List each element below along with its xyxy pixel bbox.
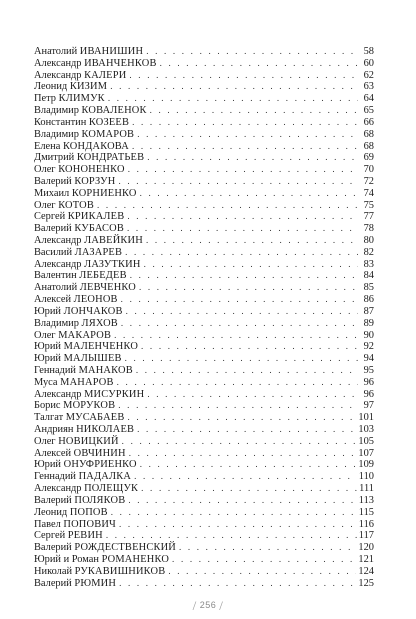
toc-entry (34, 424, 374, 436)
toc-entry-last-name: КОЗЕЕВ (88, 116, 130, 128)
toc-entry-name (34, 306, 123, 318)
toc-entry-last-name: КОНОНЕНКО (58, 164, 125, 176)
toc-entry-page-number: 94 (363, 353, 374, 365)
toc-entry-first-name: Валерий (34, 542, 72, 554)
toc-entry-page-number: 115 (358, 506, 374, 518)
toc-entry-last-name: КОВАЛЕНОК (81, 105, 147, 117)
toc-entry-name (34, 93, 105, 105)
toc-entry-name (34, 377, 114, 389)
toc-entry-first-name: Олег (34, 435, 56, 447)
toc-entry-last-name: РОМАНЕНКО (101, 553, 170, 565)
toc-entry-last-name: КИЗИМ (69, 81, 108, 93)
toc-entry-name (34, 530, 103, 542)
toc-entry-first-name: Александр (34, 57, 82, 69)
toc-entry-last-name: КОТОВ (58, 199, 95, 211)
toc-entry-name (34, 141, 129, 153)
toc-entry-last-name: РУКАВИШНИКОВ (74, 565, 166, 577)
toc-entry-last-name: РОЖДЕСТВЕНСКИЙ (74, 542, 176, 554)
toc-entry-first-name: Василий (34, 246, 73, 258)
toc-entry-page-number: 83 (363, 258, 374, 270)
toc-entry-page-number: 62 (363, 69, 374, 81)
toc-entry-last-name: КОМАРОВ (81, 128, 135, 140)
toc-dot-leader (118, 400, 358, 412)
toc-entry-first-name: Андриян (34, 424, 74, 435)
toc-entry (34, 176, 374, 188)
toc-dot-leader (129, 70, 358, 82)
toc-entry (34, 448, 374, 460)
toc-entry-first-name: Борис (34, 400, 61, 412)
toc-entry-name (34, 448, 126, 460)
toc-dot-leader (160, 58, 358, 70)
toc-entry (34, 152, 374, 164)
toc-entry-last-name: ОВЧИНИН (73, 447, 126, 459)
toc-entry (34, 566, 374, 578)
toc-entry-first-name: Леонид (34, 506, 68, 518)
toc-entry (34, 129, 374, 141)
toc-entry (34, 294, 374, 306)
toc-entry-name (34, 152, 144, 164)
toc-dot-leader (140, 188, 358, 200)
toc-entry (34, 436, 374, 448)
toc-entry-first-name: Валерий (34, 223, 72, 235)
toc-entry (34, 117, 374, 129)
toc-dot-leader (130, 270, 358, 282)
toc-dot-leader (146, 46, 358, 58)
toc-entry-first-name: Геннадий (34, 471, 76, 483)
toc-entry-page-number: 70 (363, 164, 374, 176)
toc-entry-last-name: КАЛЕРИ (84, 69, 127, 81)
toc-entry-last-name: ИВАНИШИН (79, 46, 144, 57)
toc-dot-leader (137, 129, 358, 141)
toc-entry-page-number: 80 (363, 235, 374, 246)
toc-dot-leader (127, 211, 358, 223)
toc-entry-name (34, 294, 118, 306)
toc-entry-last-name: ЛАЗУТКИН (84, 258, 141, 270)
toc-entry-first-name: Валерий (34, 494, 72, 506)
toc-dot-leader (125, 247, 358, 259)
toc-entry (34, 270, 374, 282)
toc-dot-leader (125, 353, 358, 365)
toc-entry-first-name: Валентин (34, 270, 77, 282)
toc-entry-page-number: 96 (363, 388, 374, 400)
toc-entry-name (34, 330, 111, 342)
toc-dot-leader (128, 495, 356, 507)
toc-entry-name (34, 412, 124, 424)
toc-entry-page-number: 85 (363, 282, 374, 294)
folio-left-slash-icon: / (192, 598, 197, 613)
toc-entry-name (34, 495, 125, 507)
toc-entry-first-name: Юрий (34, 305, 61, 317)
toc-entry-page-number: 110 (358, 471, 374, 483)
toc-entry-first-name: Александр (34, 483, 82, 495)
toc-entry-first-name: Сергей (34, 211, 66, 223)
toc-entry-name (34, 176, 115, 188)
toc-entry-page-number: 116 (358, 518, 374, 530)
toc-dot-leader (119, 578, 356, 590)
toc-entry-first-name: Сергей (34, 530, 66, 542)
toc-entry-page-number: 124 (358, 565, 374, 577)
toc-dot-leader (118, 176, 358, 188)
toc-entry-name (34, 235, 143, 247)
toc-entry-last-name: МАНАРОВ (60, 376, 114, 388)
toc-entry (34, 223, 374, 235)
toc-dot-leader (179, 542, 356, 554)
toc-dot-leader (122, 436, 357, 448)
toc-entry-page-number: 105 (358, 435, 374, 447)
toc-dot-leader (128, 164, 358, 176)
toc-entry-page-number: 87 (363, 305, 374, 317)
toc-entry-name (34, 318, 118, 330)
toc-entry-first-name: Юрий (34, 353, 61, 365)
toc-entry-last-name: ЛЕВЧЕНКО (79, 282, 136, 294)
toc-entry-last-name: ОНУФРИЕНКО (63, 459, 137, 471)
toc-entry-page-number: 111 (359, 483, 374, 495)
toc-entry-last-name: ЛОНЧАКОВ (63, 305, 123, 317)
toc-dot-leader (141, 341, 358, 353)
toc-dot-leader (121, 318, 358, 330)
toc-entry-last-name: НИКОЛАЕВ (76, 424, 135, 435)
toc-entry-last-name: МАКАРОВ (58, 329, 112, 341)
toc-entry-first-name: Александр (34, 235, 82, 246)
toc-entry-name (34, 164, 125, 176)
toc-entry-last-name: РЮМИН (74, 577, 117, 589)
toc-entry-name (34, 105, 147, 117)
toc-entry-name (34, 129, 134, 141)
toc-entry (34, 235, 374, 247)
toc-entry (34, 306, 374, 318)
toc-entry-last-name: ПАДАЛКА (78, 471, 132, 483)
toc-entry-page-number: 97 (363, 400, 374, 412)
toc-entry-last-name: КОРНИЕНКО (71, 187, 137, 199)
toc-entry-name (34, 365, 133, 377)
toc-entry-first-name: Александр (34, 388, 82, 400)
toc-entry-first-name: Анатолий (34, 282, 78, 294)
toc-entry-name (34, 341, 138, 353)
toc-entry-page-number: 103 (358, 424, 374, 435)
toc-dot-leader (111, 507, 357, 519)
toc-entry (34, 353, 374, 365)
toc-entry-first-name: Владимир (34, 128, 79, 140)
toc-entry-page-number: 72 (363, 175, 374, 187)
toc-entry-first-name: Олег (34, 164, 56, 176)
toc-entry-name (34, 389, 144, 401)
toc-entry-page-number: 77 (363, 211, 374, 223)
toc-dot-leader (144, 259, 358, 271)
toc-entry (34, 259, 374, 271)
toc-entry (34, 93, 374, 105)
folio-page-number: 256 (199, 600, 217, 610)
toc-entry-name (34, 400, 115, 412)
toc-entry-first-name: Владимир (34, 317, 79, 329)
toc-entry-page-number: 68 (363, 128, 374, 140)
toc-dot-leader (150, 105, 358, 117)
toc-entry-name (34, 566, 165, 578)
toc-entry (34, 188, 374, 200)
toc-entry (34, 105, 374, 117)
toc-dot-leader (168, 566, 356, 578)
toc-dot-leader (140, 459, 357, 471)
toc-dot-leader (108, 93, 358, 105)
toc-entry-page-number: 125 (358, 577, 374, 589)
toc-entry-name (34, 81, 107, 93)
toc-entry-name (34, 578, 116, 590)
toc-entry-name (34, 270, 127, 282)
toc-entry-last-name: ПОЛЯКОВ (74, 494, 126, 506)
toc-entry-name (34, 471, 131, 483)
toc-entry-first-name: Александр (34, 69, 82, 81)
toc-entry-name (34, 436, 119, 448)
toc-entry-page-number: 96 (363, 376, 374, 388)
toc-entry (34, 542, 374, 554)
toc-dot-leader (147, 389, 358, 401)
toc-entry-page-number: 121 (358, 553, 374, 565)
toc-entry-last-name: ПОПОВИЧ (63, 518, 116, 530)
toc-entry (34, 578, 374, 590)
toc-entry-last-name: МАЛЫШЕВ (63, 353, 122, 365)
toc-entry (34, 81, 374, 93)
toc-entry-page-number: 64 (363, 93, 374, 105)
toc-entry (34, 164, 374, 176)
toc-entry-last-name: МИСУРКИН (84, 388, 145, 400)
toc-dot-leader (119, 519, 357, 531)
toc-entry-first-name: Валерий (34, 577, 72, 589)
page-folio (0, 598, 416, 614)
toc-entry-first-name: Юрий (34, 459, 61, 471)
toc-entry-page-number: 74 (363, 187, 374, 199)
toc-entry-first-name: Олег (34, 199, 56, 211)
toc-entry (34, 200, 374, 212)
toc-entry-name (34, 259, 141, 271)
toc-dot-leader (139, 282, 358, 294)
toc-entry-page-number: 82 (363, 246, 374, 258)
toc-entry-first-name: Михаил (34, 187, 70, 199)
toc-entry-page-number: 65 (363, 105, 374, 117)
toc-entry-first-name: Константин (34, 116, 87, 128)
toc-entry (34, 247, 374, 259)
toc-entry-page-number: 109 (358, 459, 374, 471)
toc-dot-leader (132, 141, 358, 153)
toc-entry-page-number: 92 (363, 341, 374, 353)
toc-entry-name (34, 282, 136, 294)
toc-entry-page-number: 86 (363, 294, 374, 306)
toc-entry-first-name: Олег (34, 329, 56, 341)
toc-entry-name (34, 519, 116, 531)
toc-entry (34, 377, 374, 389)
toc-entry (34, 483, 374, 495)
toc-entry-last-name: ЛЯХОВ (81, 317, 118, 329)
toc-entry-first-name: Юрий (34, 341, 61, 353)
toc-entry (34, 554, 374, 566)
toc-entry-first-name: Владимир (34, 105, 79, 117)
toc-dot-leader (117, 377, 358, 389)
toc-entry-page-number: 78 (363, 223, 374, 235)
toc-entry (34, 459, 374, 471)
toc-dot-leader (114, 330, 358, 342)
toc-entry-name (34, 188, 137, 200)
toc-entry (34, 282, 374, 294)
table-of-contents (34, 46, 374, 589)
toc-entry-page-number: 117 (358, 530, 374, 542)
toc-entry (34, 211, 374, 223)
toc-entry (34, 46, 374, 58)
toc-entry-first-name: Алексей (34, 294, 72, 306)
toc-dot-leader (97, 200, 358, 212)
toc-entry-last-name: КОНДРАТЬЕВ (76, 152, 145, 164)
toc-entry-name (34, 459, 137, 471)
toc-dot-leader (121, 294, 358, 306)
folio-right-slash-icon: / (219, 598, 224, 613)
toc-entry-last-name: ЛЕБЕДЕВ (79, 270, 127, 282)
toc-entry-name (34, 117, 129, 129)
toc-entry-name (34, 211, 124, 223)
toc-entry-last-name: МАНАКОВ (78, 364, 133, 376)
toc-entry (34, 365, 374, 377)
toc-entry-page-number: 120 (358, 542, 374, 554)
toc-entry (34, 141, 374, 153)
toc-entry (34, 495, 374, 507)
toc-dot-leader (106, 530, 357, 542)
toc-entry-name (34, 200, 94, 212)
toc-entry-last-name: КЛИМУК (58, 93, 105, 105)
toc-entry-name (34, 483, 138, 495)
toc-entry-first-name: Алексей (34, 447, 72, 459)
toc-entry-page-number: 84 (363, 270, 374, 282)
toc-entry-name (34, 46, 143, 58)
toc-entry-name (34, 554, 169, 566)
toc-entry-last-name: ПОПОВ (69, 506, 108, 518)
toc-entry (34, 58, 374, 70)
toc-entry-first-name: Николай (34, 565, 73, 577)
toc-entry-first-name: Юрий и Роман (34, 553, 99, 565)
toc-entry-last-name: ЛАВЕЙКИН (84, 235, 143, 246)
toc-entry-page-number: 60 (363, 57, 374, 69)
toc-dot-leader (141, 483, 357, 495)
toc-dot-leader (126, 306, 358, 318)
toc-entry-page-number: 113 (358, 494, 374, 506)
toc-entry-page-number: 66 (363, 116, 374, 128)
toc-entry-page-number: 90 (363, 329, 374, 341)
toc-entry-first-name: Талгат (34, 412, 64, 424)
toc-entry-page-number: 107 (358, 447, 374, 459)
toc-dot-leader (127, 412, 356, 424)
toc-entry-name (34, 507, 108, 519)
toc-entry-page-number: 101 (358, 412, 374, 424)
toc-entry-name (34, 542, 176, 554)
toc-entry-first-name: Павел (34, 518, 61, 530)
toc-entry-first-name: Валерий (34, 175, 72, 187)
toc-dot-leader (132, 117, 358, 129)
toc-dot-leader (110, 81, 358, 93)
toc-entry-name (34, 223, 124, 235)
toc-entry-last-name: МАЛЕНЧЕНКО (63, 341, 139, 353)
toc-entry-last-name: ИВАНЧЕНКОВ (84, 57, 157, 69)
toc-entry-first-name: Дмитрий (34, 152, 75, 164)
toc-dot-leader (147, 152, 358, 164)
toc-entry-first-name: Елена (34, 140, 61, 152)
toc-entry-first-name: Анатолий (34, 46, 78, 57)
toc-entry (34, 341, 374, 353)
toc-entry-page-number: 63 (363, 81, 374, 93)
toc-entry-first-name: Геннадий (34, 364, 76, 376)
toc-entry (34, 318, 374, 330)
toc-entry-name (34, 58, 157, 70)
toc-entry-page-number: 68 (363, 140, 374, 152)
toc-entry-name (34, 353, 122, 365)
toc-entry-first-name: Александр (34, 258, 82, 270)
toc-entry (34, 330, 374, 342)
toc-entry-last-name: КУБАСОВ (74, 223, 125, 235)
toc-entry-last-name: НОВИЦКИЙ (58, 435, 119, 447)
toc-entry-page-number: 58 (363, 46, 374, 57)
toc-entry-last-name: КОНДАКОВА (62, 140, 129, 152)
toc-dot-leader (129, 448, 357, 460)
toc-entry-page-number: 89 (363, 317, 374, 329)
toc-entry (34, 412, 374, 424)
toc-dot-leader (172, 554, 356, 566)
toc-entry-first-name: Муса (34, 376, 58, 388)
toc-dot-leader (137, 424, 356, 436)
toc-entry-last-name: ЛАЗАРЕВ (74, 246, 123, 258)
toc-entry-page-number: 75 (363, 199, 374, 211)
toc-entry (34, 519, 374, 531)
toc-entry-last-name: КОРЗУН (74, 175, 116, 187)
toc-entry-last-name: МОРУКОВ (63, 400, 116, 412)
toc-entry-first-name: Леонид (34, 81, 68, 93)
toc-entry-name (34, 247, 122, 259)
toc-entry (34, 70, 374, 82)
toc-entry (34, 389, 374, 401)
toc-entry-last-name: КРИКАЛЕВ (67, 211, 125, 223)
toc-entry-last-name: МУСАБАЕВ (65, 412, 125, 424)
toc-entry-name (34, 424, 134, 436)
toc-entry-page-number: 69 (363, 152, 374, 164)
toc-entry (34, 400, 374, 412)
toc-entry-last-name: ЛЕОНОВ (73, 294, 118, 306)
toc-entry-last-name: РЕВИН (67, 530, 103, 542)
toc-entry-name (34, 70, 126, 82)
toc-dot-leader (146, 235, 358, 247)
toc-entry (34, 471, 374, 483)
toc-dot-leader (134, 471, 357, 483)
toc-entry-first-name: Петр (34, 93, 56, 105)
toc-entry (34, 530, 374, 542)
toc-entry (34, 507, 374, 519)
toc-dot-leader (136, 365, 358, 377)
toc-dot-leader (127, 223, 358, 235)
toc-entry-page-number: 95 (363, 364, 374, 376)
toc-entry-last-name: ПОЛЕЩУК (84, 483, 139, 495)
